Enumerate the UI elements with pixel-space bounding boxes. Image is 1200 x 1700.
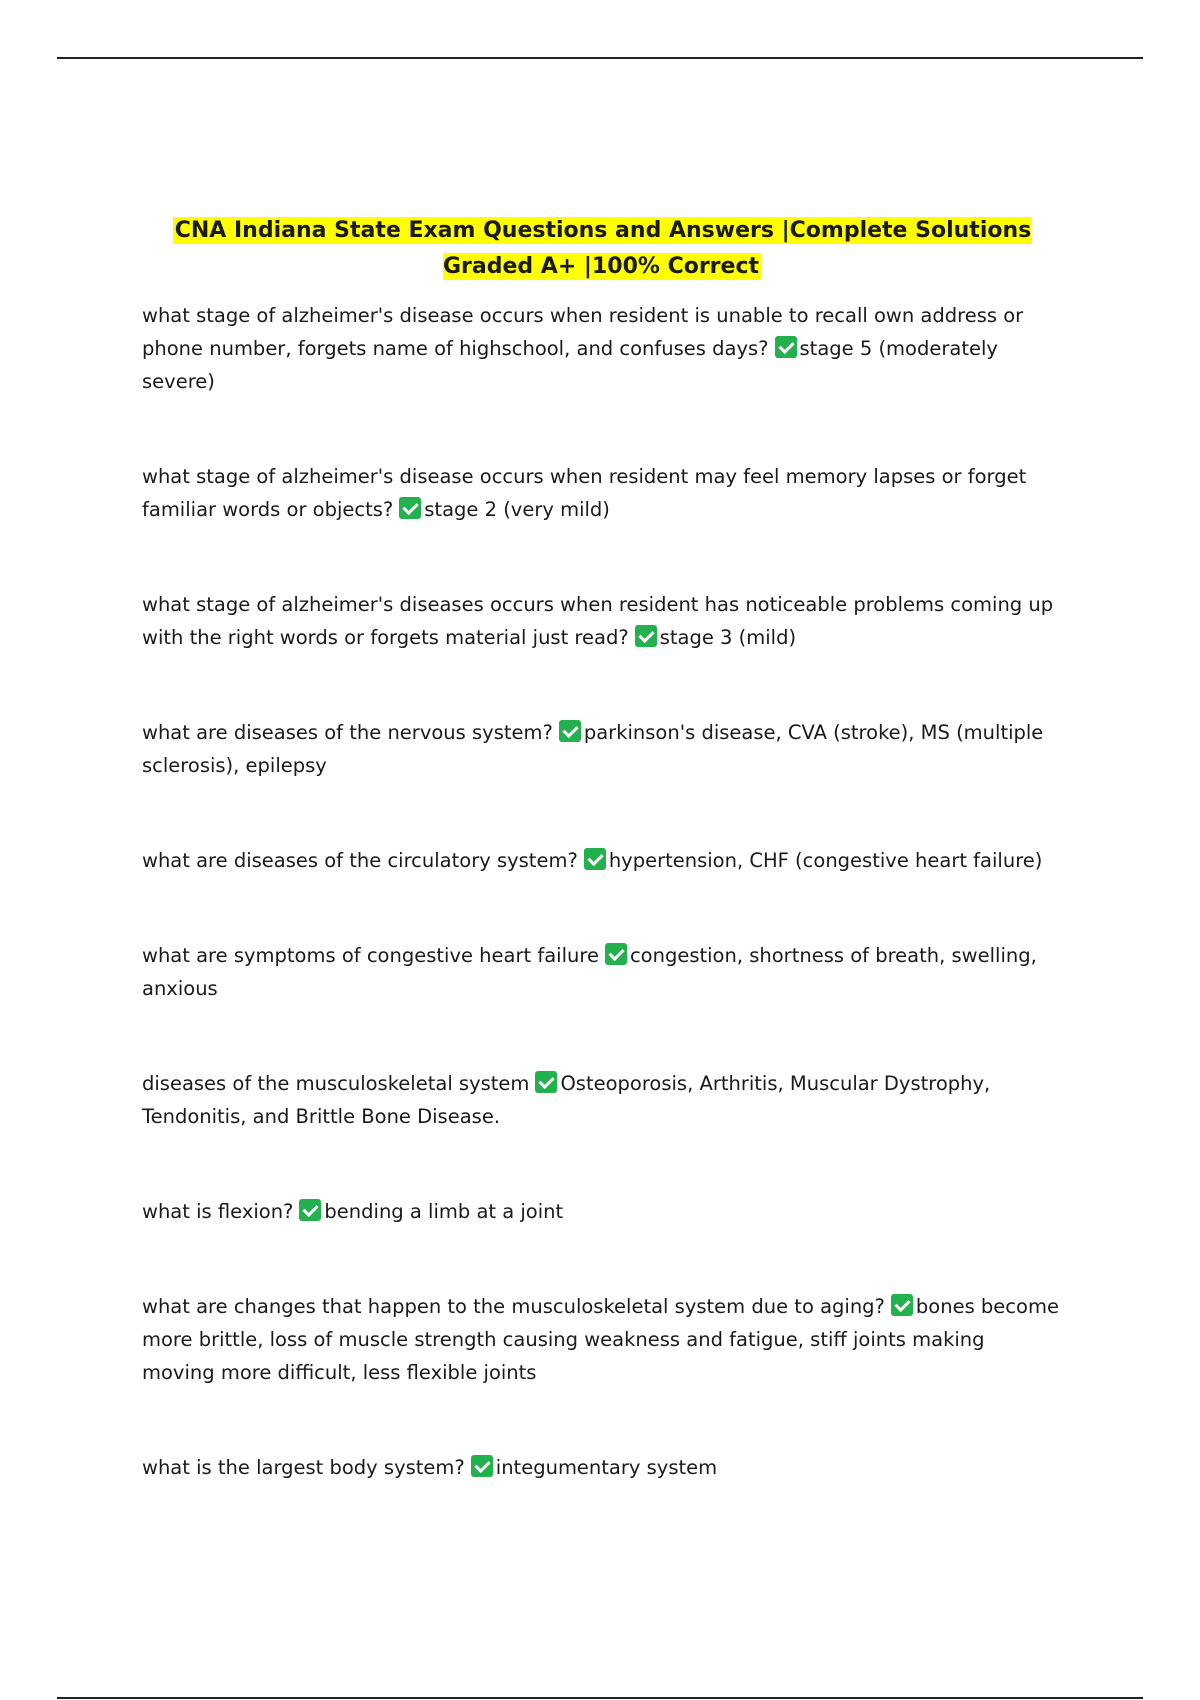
question-text: what is the largest body system? <box>142 1456 465 1479</box>
document-title <box>142 213 1062 285</box>
qa-item <box>142 844 1062 877</box>
checkmark-icon <box>584 848 606 870</box>
footer-rule <box>57 1697 1143 1699</box>
question-text: what stage of alzheimer's disease occurs when resident may feel memory lapses or forget familiar words or objects? <box>142 465 1027 521</box>
qa-item <box>142 716 1062 782</box>
checkmark-icon <box>559 720 581 742</box>
answer-text: stage 3 (mild) <box>659 626 797 649</box>
answer-text: congestion, shortness of breath, swelling, anxious <box>142 944 1037 1000</box>
answer-text: hypertension, CHF (congestive heart failure) <box>608 849 1043 872</box>
qa-item <box>142 939 1062 1005</box>
question-text: diseases of the musculoskeletal system <box>142 1072 530 1095</box>
answer-text: stage 5 (moderately severe) <box>142 337 998 393</box>
answer-text: Osteoporosis, Arthritis, Muscular Dystrophy, Tendonitis, and Brittle Bone Disease. <box>142 1072 991 1128</box>
document-body <box>142 213 1062 1484</box>
question-text: what is flexion? <box>142 1200 294 1223</box>
question-text: what stage of alzheimer's disease occurs when resident is unable to recall own address or phone number, forgets name of highschool, and confuses days? <box>142 304 1024 360</box>
question-text: what stage of alzheimer's diseases occurs when resident has noticeable problems coming up with the right words or forgets material just read? <box>142 593 1054 649</box>
answer-text: parkinson's disease, CVA (stroke), MS (multiple sclerosis), epilepsy <box>142 721 1044 777</box>
question-text: what are diseases of the nervous system? <box>142 721 553 744</box>
checkmark-icon <box>471 1455 493 1477</box>
qa-item <box>142 299 1062 398</box>
answer-text: bones become more brittle, loss of muscle strength causing weakness and fatigue, stiff joints making moving more difficult, less flexible joints <box>142 1295 1059 1384</box>
header-rule <box>57 57 1143 59</box>
qa-item <box>142 460 1062 526</box>
checkmark-icon <box>299 1199 321 1221</box>
answer-text: bending a limb at a joint <box>324 1200 564 1223</box>
answer-text: stage 2 (very mild) <box>424 498 610 521</box>
checkmark-icon <box>605 943 627 965</box>
checkmark-icon <box>535 1071 557 1093</box>
qa-item <box>142 588 1062 654</box>
qa-item <box>142 1195 1062 1228</box>
question-text: what are changes that happen to the musculoskeletal system due to aging? <box>142 1295 885 1318</box>
qa-item <box>142 1451 1062 1484</box>
qa-item <box>142 1290 1062 1389</box>
checkmark-icon <box>891 1294 913 1316</box>
question-text: what are symptoms of congestive heart failure <box>142 944 599 967</box>
question-text: what are diseases of the circulatory system? <box>142 849 578 872</box>
checkmark-icon <box>775 336 797 358</box>
answer-text: integumentary system <box>495 1456 718 1479</box>
checkmark-icon <box>635 625 657 647</box>
title-highlight: CNA Indiana State Exam Questions and Answers |Complete Solutions Graded A+ |100% Correct <box>174 218 1032 279</box>
checkmark-icon <box>399 497 421 519</box>
qa-item <box>142 1067 1062 1133</box>
